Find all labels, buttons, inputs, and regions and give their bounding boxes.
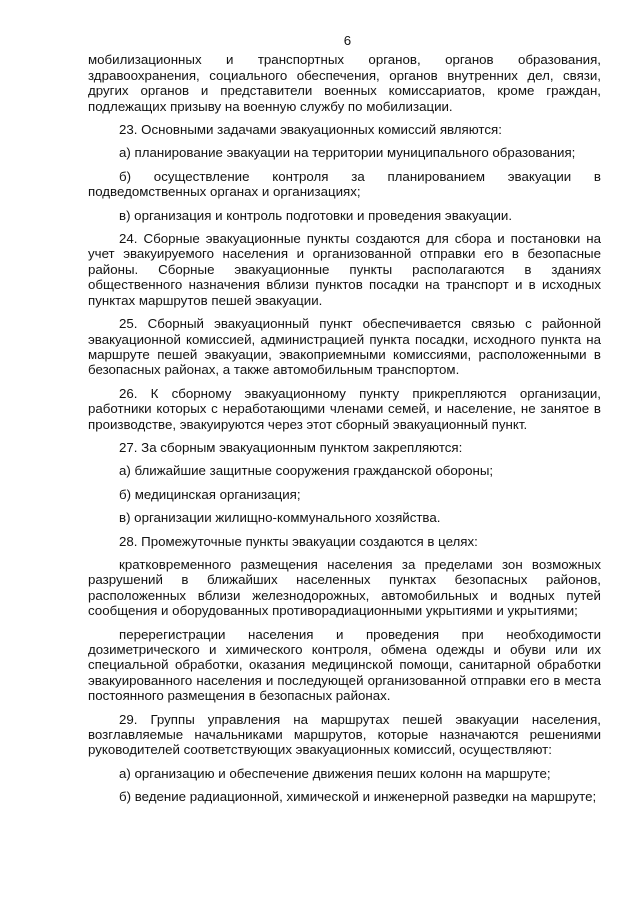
paragraph: 24. Сборные эвакуационные пункты создаются для сбора и постановки на учет эвакуируемого населения и организованной отправки его в безопасные районы. Сборные эвакуационные пункты располагаются в зданиях общественного назначения вблизи пунктов посадки на транспорт и в исходных пунктах маршрутов пешей эвакуации. [88, 231, 601, 308]
paragraph: 28. Промежуточные пункты эвакуации создаются в целях: [119, 533, 478, 549]
paragraph: в) организация и контроль подготовки и проведения эвакуации. [119, 207, 513, 223]
paragraph: б) осуществление контроля за планированием эвакуации в подведомственных органах и организациях; [88, 168, 601, 200]
paragraph: а) организацию и обеспечение движения пеших колонн на маршруте; [119, 765, 551, 781]
paragraph: кратковременного размещения населения за пределами зон возможных разрушений в ближайших населенных пунктах безопасных районов, расположенных вблизи железнодорожных, автомобильных и водных путей сообщения и оборудованных противорадиационными укрытиями и укрытиями; [88, 556, 601, 619]
paragraph: б) ведение радиационной, химической и инженерной разведки на маршруте; [119, 789, 597, 805]
paragraph: 23. Основными задачами эвакуационных комиссий являются: [119, 122, 502, 138]
paragraph: перерегистрации населения и проведения при необходимости дозиметрического и химического контроля, обмена одежды и обуви или их специальной обработки, оказания медицинской помощи, санитарной обработки эвакуированного населения и последующей организованной отправки его в места постоянного размещения в безопасных районах. [88, 626, 601, 704]
paragraph: а) ближайшие защитные сооружения гражданской обороны; [119, 463, 494, 479]
paragraph: 25. Сборный эвакуационный пункт обеспечивается связью с районной эвакуационной комиссией, администрацией пункта посадки, исходного пункта на маршруте пешей эвакуации, эвакоприемными комиссиями, расположенными в безопасных районах, а также автомобильным транспортом. [88, 316, 601, 378]
paragraph: 26. К сборному эвакуационному пункту прикрепляются организации, работники которых с неработающими членами семей, и население, не занятое в производстве, эвакуируются через этот сборный эвакуационный пункт. [88, 385, 601, 432]
paragraph: мобилизационных и транспортных органов, органов образования, здравоохранения, социального обеспечения, органов внутренних дел, связи, других органов и представители военных комиссариатов, кроме граждан, подлежащих призыву на военную службу по мобилизации. [88, 52, 601, 114]
paragraph: 29. Группы управления на маршрутах пешей эвакуации населения, возглавляемые начальниками маршрутов, которые назначаются решениями руководителей соответствующих эвакуационных комиссий, осуществляют: [88, 711, 601, 758]
paragraph: а) планирование эвакуации на территории муниципального образования; [119, 145, 576, 161]
paragraph: в) организации жилищно-коммунального хозяйства. [119, 510, 441, 526]
paragraph: б) медицинская организация; [119, 486, 301, 502]
paragraph: 27. За сборным эвакуационным пунктом закрепляются: [119, 439, 463, 455]
page-number: 6 [343, 33, 352, 48]
document-body [88, 52, 601, 804]
